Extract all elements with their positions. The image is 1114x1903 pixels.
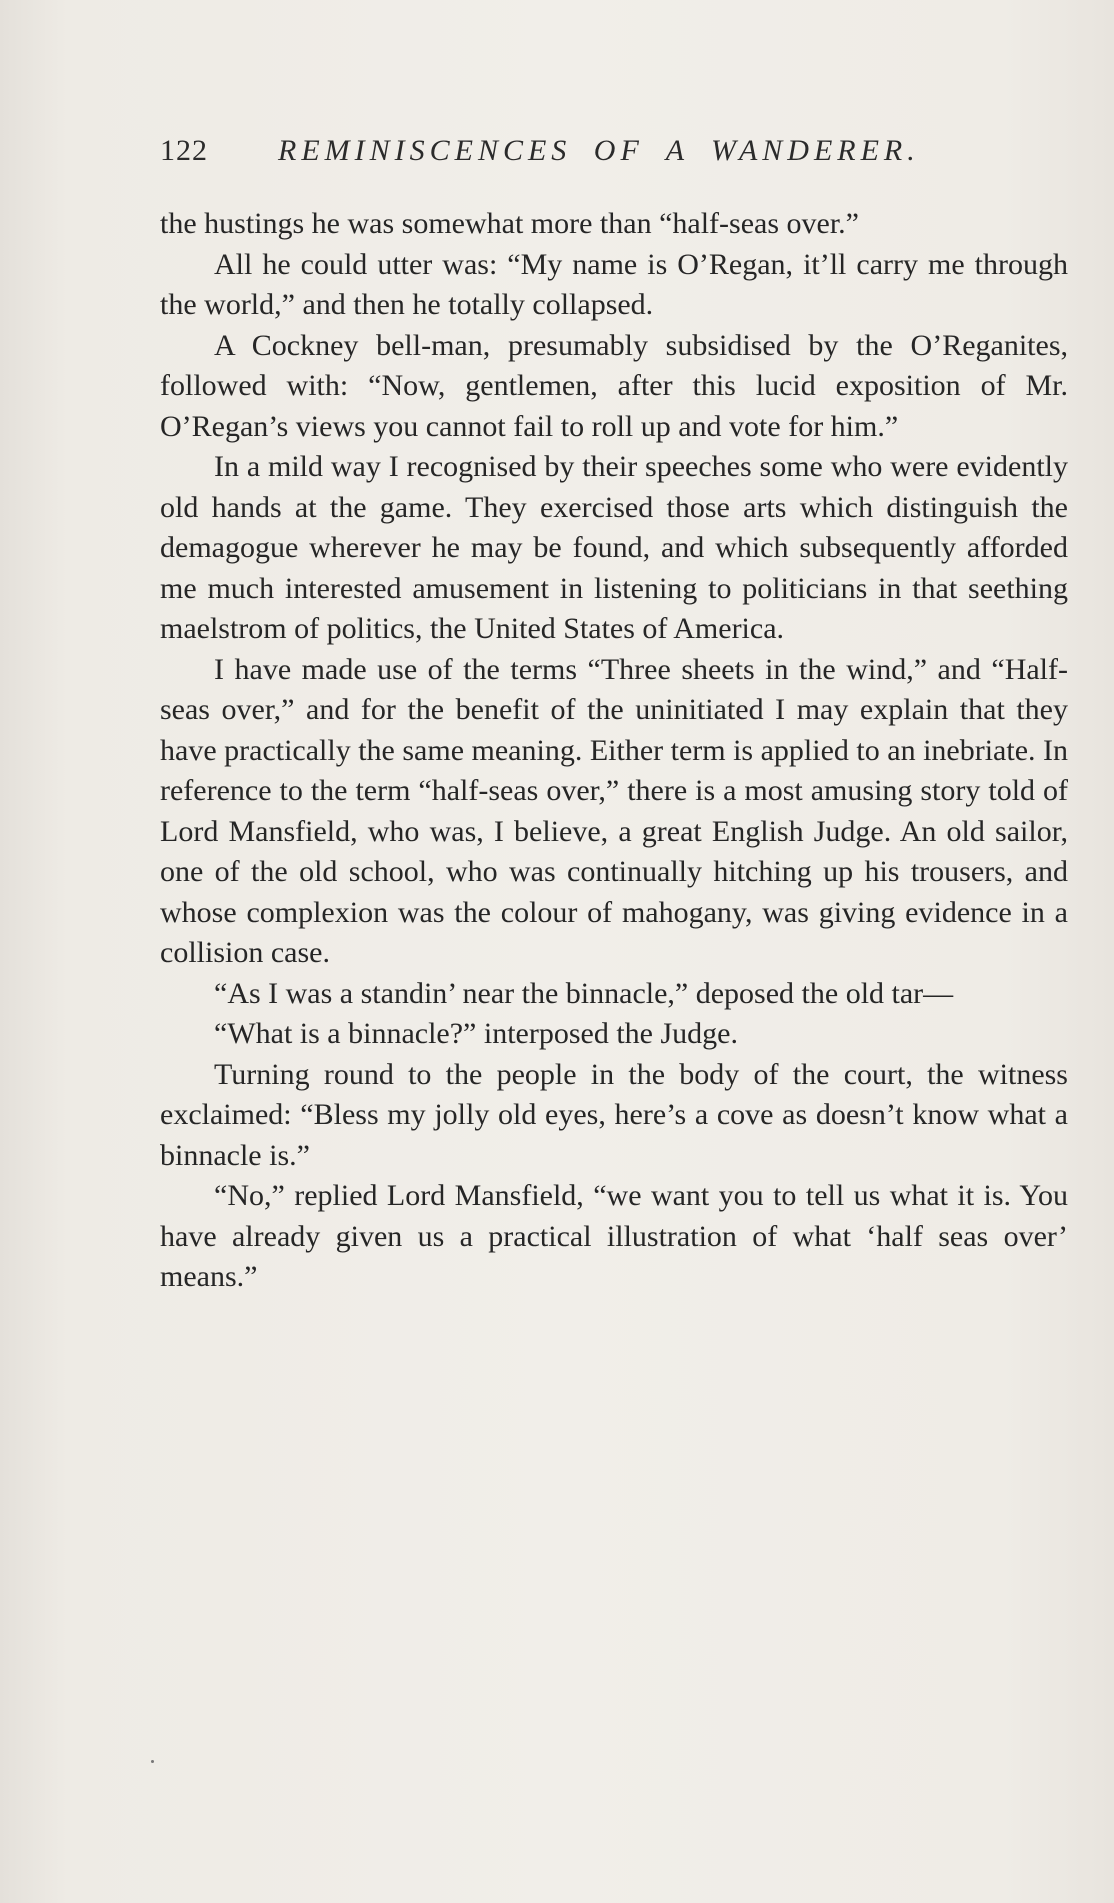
paper-speck xyxy=(151,1760,154,1763)
paragraph-1: the hustings he was somewhat more than “half-seas over.” xyxy=(160,207,859,240)
page-header xyxy=(160,134,1000,178)
paragraph-2: All he could utter was: “My name is O’Regan, it’ll carry me through the world,” and then he totally collapsed. xyxy=(160,247,1068,321)
paragraph-7: “What is a binnacle?” interposed the Judge. xyxy=(214,1017,738,1050)
paragraph-3: A Cockney bell-man, presumably subsidised by the O’Reganites, followed with: “Now, gentlemen, after this lucid exposition of Mr. O’Regan’s views you cannot fail to roll up and vote for him.” xyxy=(160,328,1068,443)
paragraph-9: “No,” replied Lord Mansfield, “we want you to tell us what it is. You have already given us a practical illustration of what ‘half seas over’ means.” xyxy=(160,1179,1068,1293)
paragraph-8: Turning round to the people in the body of the court, the witness exclaimed: “Bless my jolly old eyes, here’s a cove as doesn’t know what a binnacle is.” xyxy=(160,1057,1068,1172)
paragraph-4: In a mild way I recognised by their speeches some who were evidently old hands at the game. They exercised those arts which distinguish the demagogue wherever he may be found, and which subsequently afforded me much interested amusement in listening to politicians in that seething maelstrom of politics, the United States of America. xyxy=(160,450,1068,645)
paragraph-6: “As I was a standin’ near the binnacle,” deposed the old tar— xyxy=(214,976,954,1010)
page-number: 122 xyxy=(160,134,208,167)
paragraph-5: I have made use of the terms “Three sheets in the wind,” and “Half-seas over,” and for the benefit of the uninitiated I may explain that they have practically the same meaning. Either term is applied to an inebriate. In reference to the term “half-seas over,” there is a most amusing story told of Lord Mansfield, who was, I believe, a great English Judge. An old sailor, one of the old school, who was continually hitching up his trousers, and whose complexion was the colour of mahogany, was giving evidence in a collision case. xyxy=(160,652,1068,969)
body-text xyxy=(160,204,1068,1298)
running-title: REMINISCENCES OF A WANDERER. xyxy=(278,134,920,167)
